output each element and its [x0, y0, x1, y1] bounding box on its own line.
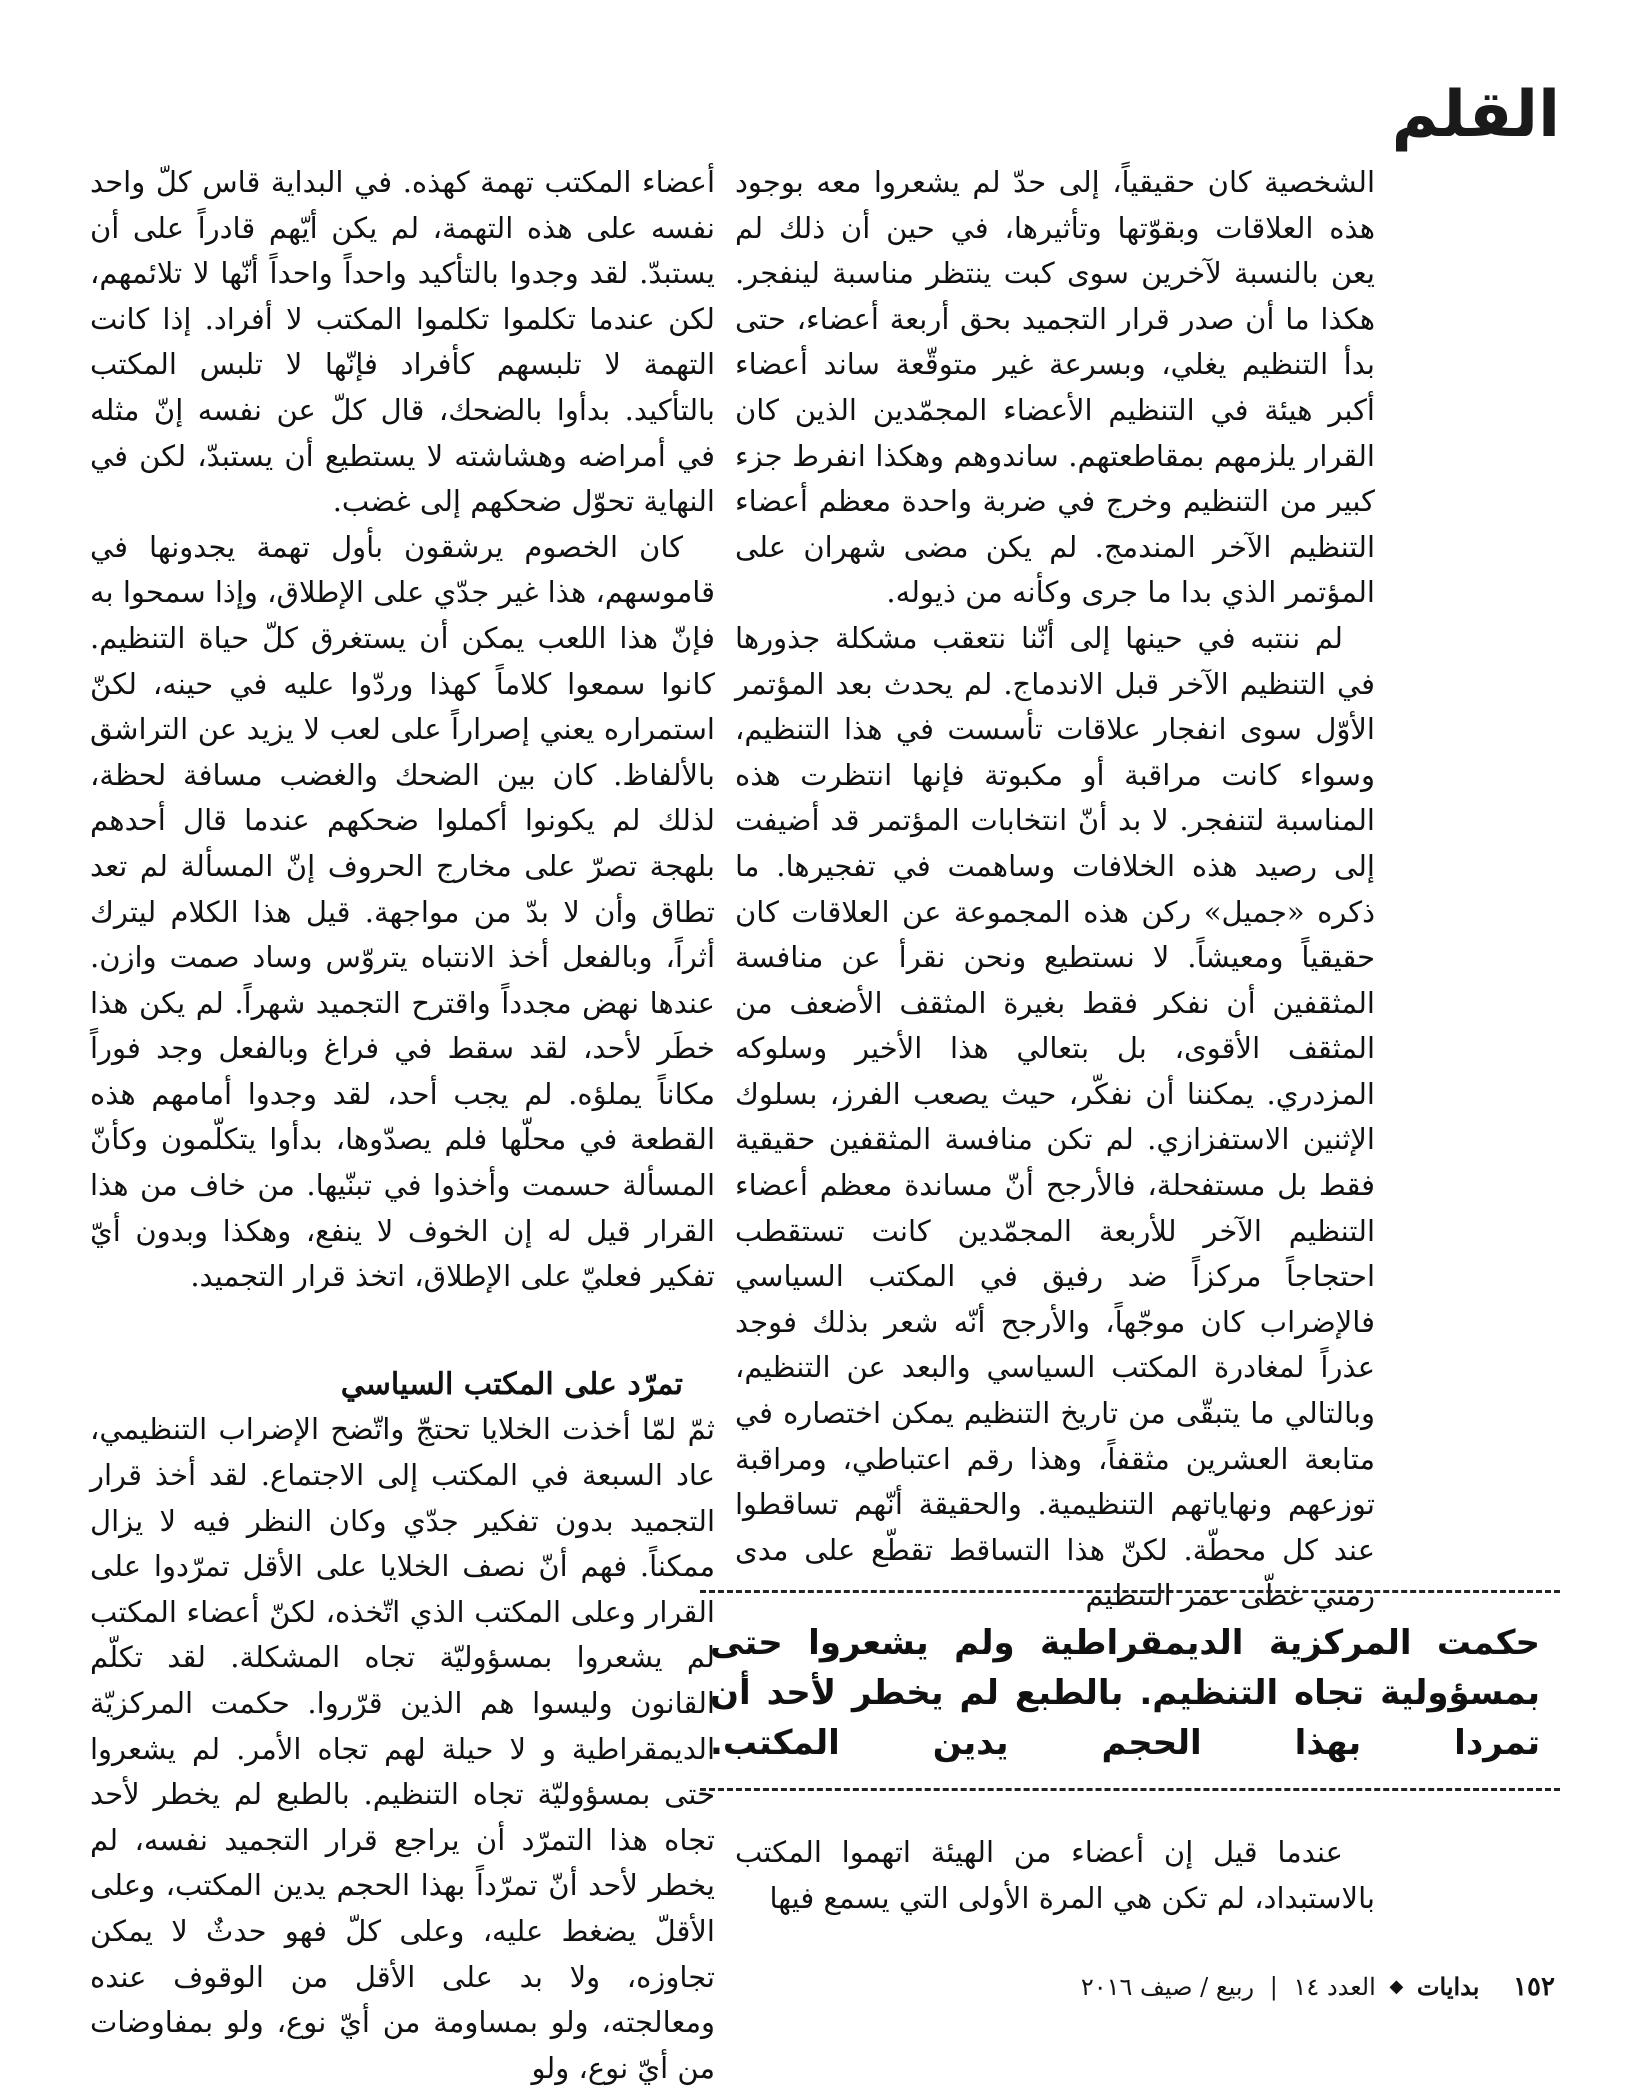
- magazine-logo: القلم: [1391, 78, 1560, 152]
- paragraph: لم ننتبه في حينها إلى أنّنا نتعقب مشكلة جذورها في التنظيم الآخر قبل الاندماج. لم يحدث بعد المؤتمر الأوّل سوى انفجار علاقات تأسست في هذا التنظيم، وسواء كانت مراقبة أو مكبوتة فإنها انتظرت هذه المناسبة لتنفجر. لا بد أنّ انتخابات المؤتمر قد أضيفت إلى رصيد هذه الخلافات وساهمت في تفجيرها. ما ذكره «جميل» ركن هذه المجموعة عن العلاقات كان حقيقياً ومعيشاً. لا نستطيع ونحن نقرأ عن منافسة المثقفين أن نفكر فقط بغيرة المثقف الأضعف من المثقف الأقوى، بل بتعالي هذا الأخير وسلوكه المزدري. يمكننا أن نفكّر، حيث يصعب الفرز، بسلوك الإثنين الاستفزازي. لم تكن منافسة المثقفين حقيقية فقط بل مستفحلة، فالأرجح أنّ مساندة معظم أعضاء التنظيم الآخر للأربعة المجمّدين كانت تستقطب احتجاجاً مركزاً ضد رفيق في المكتب السياسي فالإضراب كان موجّهاً، والأرجح أنّه شعر بذلك فوجد عذراً لمغادرة المكتب السياسي والبعد عن التنظيم، وبالتالي ما يتبقّى من تاريخ التنظيم يمكن اختصاره في متابعة العشرين مثقفاً، وهذا رقم اعتباطي، ومراقبة توزعهم ونهاياتهم التنظيمية. والحقيقة أنّهم تساقطوا عند كل محطّة. لكنّ هذا التساقط تقطّع على مدى زمني غطّى عمر التنظيم: [735, 620, 1375, 1613]
- pull-quote: [700, 1590, 1560, 1790]
- paragraph: الشخصية كان حقيقياً، إلى حدّ لم يشعروا معه بوجود هذه العلاقات وبقوّتها وتأثيرها، في حين أن ذلك لم يعن بالنسبة لآخرين سوى كبت ينتظر مناسبة لينفجر. هكذا ما أن صدر قرار التجميد بحق أربعة أعضاء، حتى بدأ التنظيم يغلي، وبسرعة غير متوقّعة ساند أعضاء أكبر هيئة في التنظيم الأعضاء المجمّدين الذين كان القرار يلزمهم بمقاطعتهم. ساندوهم وهكذا انفرط جزء كبير من التنظيم وخرج في ضربة واحدة معظم أعضاء التنظيم الآخر المندمج. لم يكن مضى شهران على المؤتمر الذي بدا ما جرى وكأنه من ذيوله.: [735, 165, 1375, 610]
- divider: |: [1269, 1972, 1278, 2001]
- right-column-top: [735, 160, 1375, 1619]
- pull-quote-top-rule: [700, 1590, 1560, 1593]
- paragraph: ثمّ لمّا أخذت الخلايا تحتجّ واتّضح الإضراب التنظيمي، عاد السبعة في المكتب إلى الاجتماع. لقد أخذ قرار التجميد بدون تفكير جدّي وكان النظر فيه لا يزال ممكناً. فهم أنّ نصف الخلايا على الأقل تمرّدوا على القرار وعلى المكتب الذي اتّخذه، لكنّ أعضاء المكتب لم يشعروا بمسؤوليّة تجاه المشكلة. لقد تكلّم القانون وليسوا هم الذين قرّروا. حكمت المركزيّة الديمقراطية و لا حيلة لهم تجاه الأمر. لم يشعروا حتى بمسؤوليّة تجاه التنظيم. بالطبع لم يخطر لأحد تجاه هذا التمرّد أن يراجع قرار التجميد نفسه، لم يخطر لأحد أنّ تمرّداً بهذا الحجم يدين المكتب، وعلى الأقلّ يضغط عليه، وعلى كلّ فهو حدثٌ لا يمكن تجاوزه، ولا بد على الأقل من الوقوف عنده ومعالجته، ولو بمساومة من أيّ نوع، ولو بمفاوضات من أيّ نوع، ولو: [90, 1412, 715, 2085]
- right-column-bottom: [735, 1830, 1375, 1921]
- section-heading: تمرّد على المكتب السياسي: [340, 1366, 683, 1402]
- pull-quote-bottom-rule: [700, 1788, 1560, 1791]
- pull-quote-text: حكمت المركزية الديمقراطية ولم يشعروا حتى بمسؤولية تجاه التنظيم. بالطبع لم يخطر لأحد أن تمردا بهذا الحجم يدين المكتب.: [710, 1623, 1540, 1763]
- section-gap: [90, 1300, 715, 1362]
- diamond-separator-icon: ◆: [1389, 1975, 1404, 1997]
- left-column: [90, 160, 715, 2091]
- issue-number: العدد ١٤: [1293, 1972, 1376, 2001]
- paragraph: كان الخصوم يرشقون بأول تهمة يجدونها في قاموسهم، هذا غير جدّي على الإطلاق، وإذا سمحوا به فإنّ هذا اللعب يمكن أن يستغرق كلّ حياة التنظيم. كانوا سمعوا كلاماً كهذا وردّوا عليه في حينه، لكنّ استمراره يعني إصراراً على لعب لا يزيد عن التراشق بالألفاظ. كان بين الضحك والغضب مسافة لحظة، لذلك لم يكونوا أكملوا ضحكهم عندما قال أحدهم بلهجة تصرّ على مخارج الحروف إنّ المسألة لم تعد تطاق وأن لا بدّ من مواجهة. قيل هذا الكلام ليترك أثراً، وبالفعل أخذ الانتباه يتروّس وساد صمت وازن. عندها نهض مجدداً واقترح التجميد شهراً. لم يكن هذا خطَر لأحد، لقد سقط في فراغ وبالفعل وجد فوراً مكاناً يملؤه. لم يجب أحد، لقد وجدوا أمامهم هذه القطعة في محلّها فلم يصدّوها، بدأوا يتكلّمون وكأنّ المسألة حسمت وأخذوا في تبنّيها. من خاف من هذا القرار قيل له إن الخوف لا ينفع، وهكذا وبدون أيّ تفكير فعليّ على الإطلاق، اتخذ قرار التجميد.: [89, 529, 715, 1294]
- magazine-name: بدايات: [1416, 1971, 1480, 2001]
- page-number: ١٥٢: [1513, 1971, 1555, 2002]
- paragraph: عندما قيل إن أعضاء من الهيئة اتهموا المكتب بالاستبداد، لم تكن هي المرة الأولى التي يسمع فيها: [735, 1835, 1375, 1915]
- page-footer: [1000, 1965, 1555, 2005]
- issue-season: ربيع / صيف ٢٠١٦: [1080, 1972, 1255, 2001]
- paragraph: أعضاء المكتب تهمة كهذه. في البداية قاس كلّ واحد نفسه على هذه التهمة، لم يكن أيّهم قادراً على أن يستبدّ. لقد وجدوا بالتأكيد واحداً واحداً أنّها لا تلائمهم، لكن عندما تكلموا تكلموا المكتب لا أفراد. إذا كانت التهمة لا تلبسهم كأفراد فإنّها لا تلبس المكتب بالتأكيد. بدأوا بالضحك، قال كلّ عن نفسه إنّ مثله في أمراضه وهشاشته لا يستطيع أن يستبدّ، لكن في النهاية تحوّل ضحكهم إلى غضب.: [90, 165, 715, 519]
